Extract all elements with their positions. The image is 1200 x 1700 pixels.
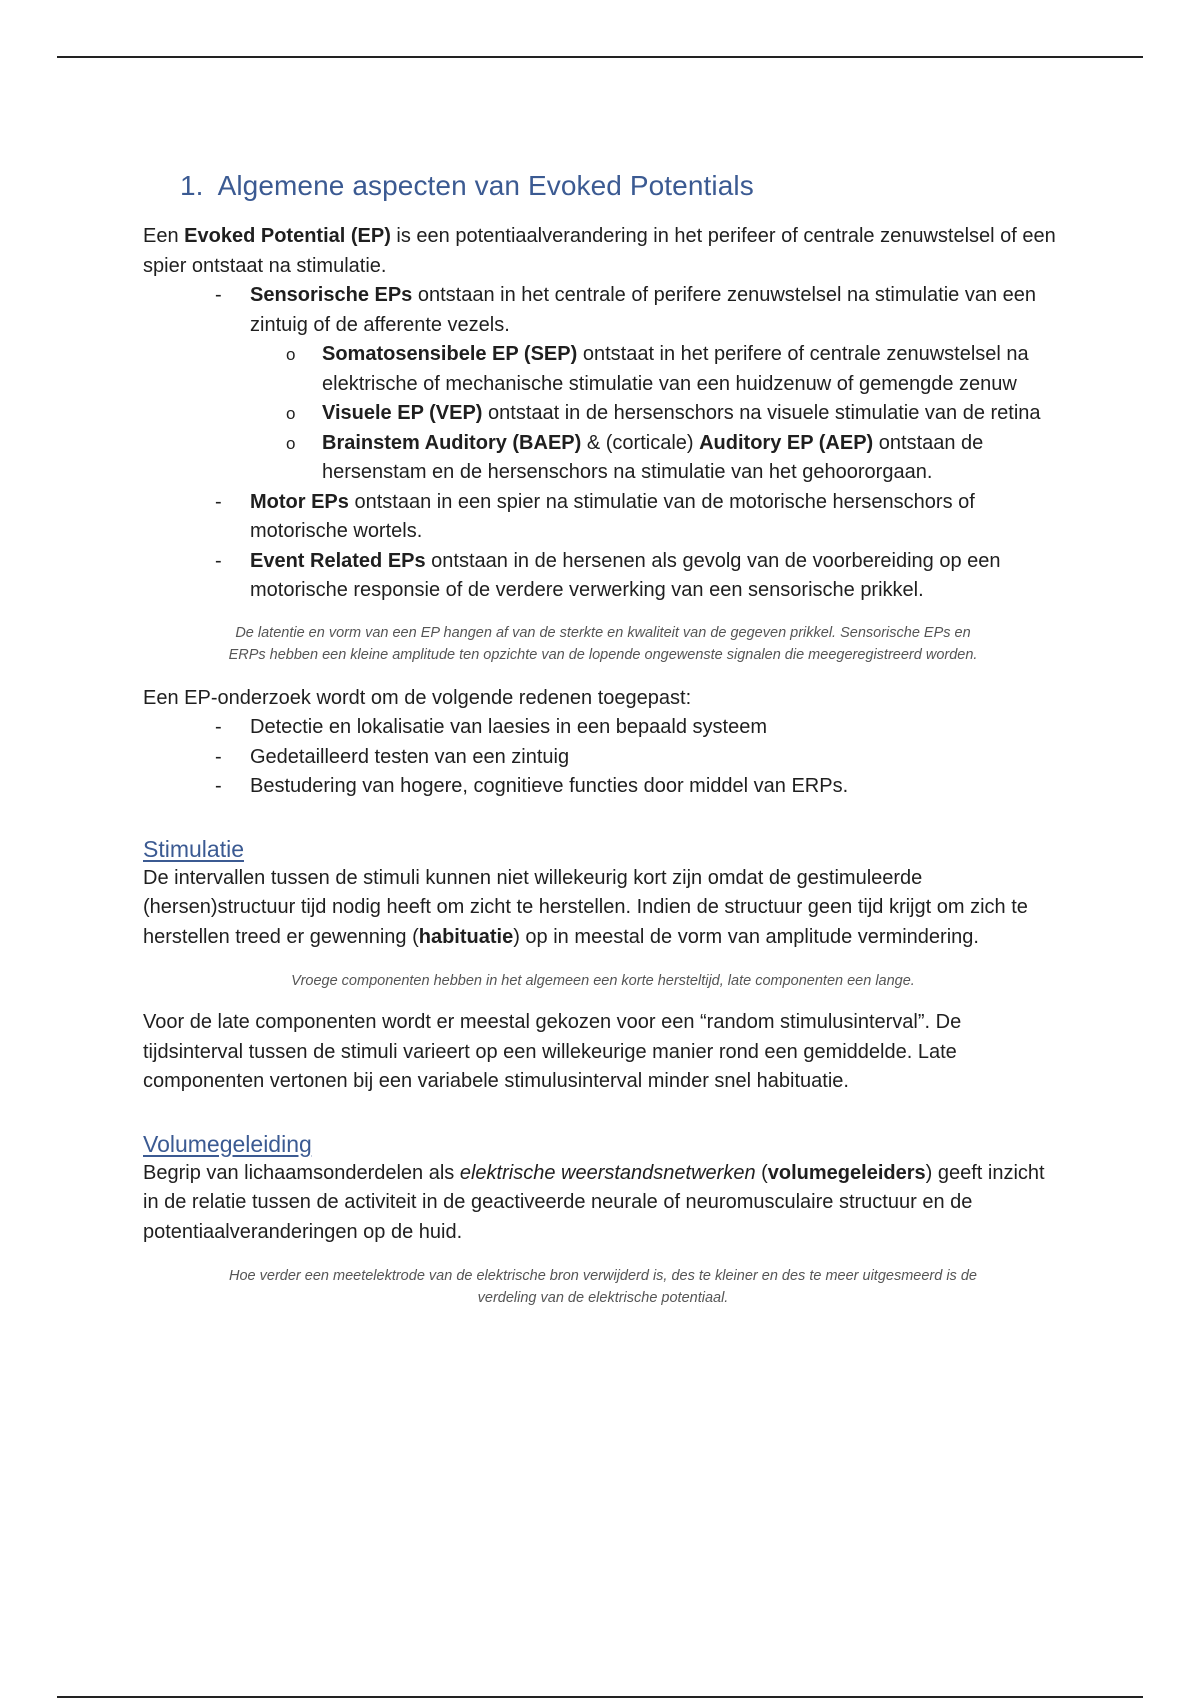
- reason-text: Detectie en lokalisatie van laesies in een bepaald systeem: [250, 716, 767, 738]
- stimulatie-paragraph-1: [143, 864, 1063, 953]
- page-content: [143, 170, 1063, 1309]
- stimulatie-text-1: De intervallen tussen de stimuli kunnen niet willekeurig kort zijn omdat de gestimuleerde (hersen)structuur tijd nodig heeft om zicht te herstellen. Indien de structuur geen tijd krijgt om zich te herstellen treed er gewenning (: [143, 866, 1028, 948]
- term-habituatie: habituatie: [418, 925, 514, 948]
- list-item-sensory: [143, 281, 1063, 488]
- header-rule: [57, 56, 1143, 58]
- dash-bullet: -: [215, 775, 222, 797]
- reasons-intro: Een EP-onderzoek wordt om de volgende redenen toegepast:: [143, 686, 692, 709]
- term-vep: Visuele EP (VEP): [322, 402, 483, 424]
- text-baep-2: ontstaan de hersenstam en de hersenschors na stimulatie van het gehoororgaan.: [322, 431, 984, 483]
- dash-bullet: -: [215, 745, 222, 768]
- volume-text-3: ) geeft inzicht in de relatie tussen de activiteit in de geactiveerde neurale of neuromusculaire structuur en de potentiaalveranderingen op de huid.: [143, 1161, 1045, 1243]
- dash-bullet: -: [215, 549, 222, 572]
- circle-bullet: o: [286, 404, 296, 423]
- dash-bullet: -: [215, 716, 222, 738]
- intro-text-2: is een potentiaalverandering in het perifeer of centrale zenuwstelsel of een spier ontstaat na stimulatie.: [143, 225, 1056, 277]
- term-sensory: Sensorische EPs: [250, 284, 413, 306]
- list-item-motor: [143, 488, 1063, 547]
- note-latency: De latentie en vorm van een EP hangen af van de sterkte en kwaliteit van de gegeven prikkel. Sensorische EPs en ERPs hebben een kleine amplitude ten opzichte van de lopende ongewenste signalen die meegeregistreerd worden.: [228, 624, 978, 663]
- note-electrode: Hoe verder een meetelektrode van de elektrische bron verwijderd is, des te kleiner en des te meer uitgesmeerd is de verdeling van de elektrische potentiaal.: [229, 1268, 977, 1306]
- reason-text: Bestudering van hogere, cognitieve functies door middel van ERPs.: [250, 775, 849, 797]
- note-recovery: Vroege componenten hebben in het algemeen een korte hersteltijd, late componenten een lange.: [291, 973, 915, 989]
- list-item-event: [143, 547, 1063, 606]
- intro-paragraph: [143, 222, 1063, 281]
- reasons-list: [143, 713, 1063, 802]
- term-volumegeleiders: volumegeleiders: [767, 1161, 926, 1184]
- text-motor: ontstaan in een spier na stimulatie van de motorische hersenschors of motorische wortels.: [250, 490, 975, 542]
- chapter-title-text: Algemene aspecten van Evoked Potentials: [217, 170, 754, 201]
- volume-text-1: Begrip van lichaamsonderdelen als: [143, 1161, 460, 1184]
- text-sensory: ontstaan in het centrale of perifere zenuwstelsel na stimulatie van een zintuig of de afferente vezels.: [250, 284, 1037, 336]
- text-vep: ontstaat in de hersenschors na visuele stimulatie van de retina: [482, 402, 1041, 424]
- term-motor: Motor EPs: [250, 490, 349, 513]
- list-item: [143, 713, 1063, 743]
- circle-bullet: o: [286, 345, 296, 364]
- term-sep: Somatosensibele EP (SEP): [322, 343, 578, 365]
- ep-types-list: [143, 281, 1063, 606]
- text-baep-1: & (corticale): [581, 431, 700, 454]
- list-item: [143, 772, 1063, 802]
- heading-stimulatie: Stimulatie: [143, 835, 244, 862]
- chapter-number: 1.: [180, 170, 204, 201]
- dash-bullet: -: [215, 490, 222, 513]
- reason-text: Gedetailleerd testen van een zintuig: [250, 745, 570, 768]
- text-sep: ontstaat in het perifere of centrale zenuwstelsel na elektrische of mechanische stimulatie van een huidzenuw of gemengde zenuw: [322, 343, 1029, 395]
- list-item: [143, 743, 1063, 773]
- sensory-sublist: [250, 340, 1063, 488]
- circle-bullet: o: [286, 433, 296, 453]
- term-aep: Auditory EP (AEP): [699, 431, 874, 454]
- list-item-sep: [250, 340, 1063, 399]
- stimulatie-text-2: ) op in meestal de vorm van amplitude vermindering.: [513, 925, 979, 948]
- text-event: ontstaan in de hersenen als gevolg van de voorbereiding op een motorische responsie of de verdere verwerking van een sensorische prikkel.: [250, 549, 1001, 601]
- chapter-title: [180, 170, 1063, 202]
- volume-italic-term: elektrische weerstandsnetwerken: [459, 1161, 756, 1184]
- list-item-baep: [250, 429, 1063, 488]
- footer-rule: [57, 1696, 1143, 1698]
- intro-term: Evoked Potential (EP): [184, 225, 391, 247]
- volume-text-2: (: [755, 1161, 768, 1184]
- intro-text-1: Een: [143, 225, 185, 247]
- heading-volumegeleiding: Volumegeleiding: [143, 1130, 312, 1157]
- list-item-vep: [250, 399, 1063, 429]
- volume-paragraph: [143, 1159, 1063, 1248]
- dash-bullet: -: [215, 284, 222, 306]
- stimulatie-paragraph-2: Voor de late componenten wordt er meestal gekozen voor een “random stimulusinterval”. De tijdsinterval tussen de stimuli varieert op een willekeurige manier rond een gemiddelde. Late componenten vertonen bij een variabele stimulusinterval minder snel habituatie.: [143, 1011, 962, 1092]
- term-baep: Brainstem Auditory (BAEP): [322, 431, 582, 454]
- term-event: Event Related EPs: [250, 549, 426, 572]
